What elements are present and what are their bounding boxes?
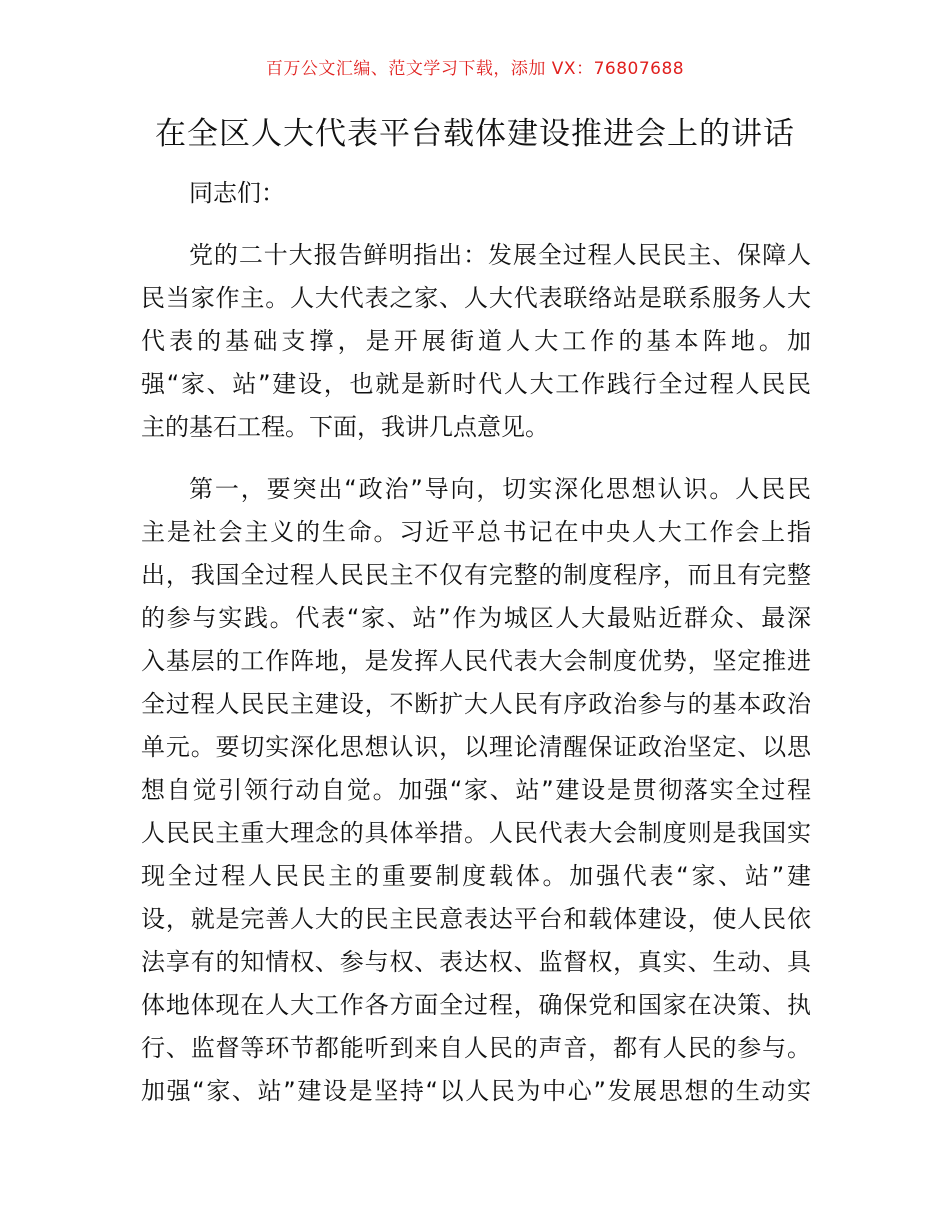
paragraph-2-line: 出，我国全过程人民民主不仅有完整的制度程序，而且有完整 — [141, 561, 811, 589]
paragraph-1-line: 民当家作主。人大代表之家、人大代表联络站是联系服务人大 — [141, 284, 811, 312]
paragraph-2-line: 入基层的工作阵地，是发挥人民代表大会制度优势，坚定推进 — [141, 647, 811, 675]
paragraph-2-line: 想自觉引领行动自觉。加强“家、站”建设是贯彻落实全过程 — [141, 776, 811, 804]
paragraph-2-line: 法享有的知情权、参与权、表达权、监督权，真实、生动、具 — [141, 948, 811, 976]
paragraph-2-line: 设，就是完善人大的民主民意表达平台和载体建设，使人民依 — [141, 905, 811, 933]
document-body — [141, 172, 811, 1113]
paragraph-1-line: 代表的基础支撑，是开展街道人大工作的基本阵地。加 — [141, 327, 811, 355]
paragraph-2-line: 人民民主重大理念的具体举措。人民代表大会制度则是我国实 — [141, 819, 811, 847]
salutation-line: 同志们： — [189, 179, 285, 207]
paragraph-2-line: 行、监督等环节都能听到来自人民的声音，都有人民的参与。 — [141, 1034, 811, 1062]
header-banner: 百万公文汇编、范文学习下载，添加 VX：76807688 — [265, 59, 685, 79]
paragraph-2-line: 主是社会主义的生命。习近平总书记在中央人大工作会上指 — [141, 518, 811, 546]
paragraph-2-line: 体地体现在人大工作各方面全过程，确保党和国家在决策、执 — [141, 991, 811, 1019]
paragraph-2-line: 第一，要突出“政治”导向，切实深化思想认识。人民民 — [189, 475, 811, 503]
document-title: 在全区人大代表平台载体建设推进会上的讲话 — [155, 116, 795, 152]
paragraph-2-line: 单元。要切实深化思想认识，以理论清醒保证政治坚定、以思 — [141, 733, 811, 761]
paragraph-2-line: 的参与实践。代表“家、站”作为城区人大最贴近群众、最深 — [141, 604, 811, 632]
paragraph-1-line: 党的二十大报告鲜明指出：发展全过程人民民主、保障人 — [189, 241, 811, 269]
paragraph-2-line: 全过程人民民主建设，不断扩大人民有序政治参与的基本政治 — [141, 690, 811, 718]
paragraph-2-line: 现全过程人民民主的重要制度载体。加强代表“家、站”建 — [141, 862, 811, 890]
paragraph-2-line: 加强“家、站”建设是坚持“以人民为中心”发展思想的生动实 — [141, 1077, 811, 1105]
paragraph-1-line: 强“家、站”建设，也就是新时代人大工作践行全过程人民民 — [141, 370, 811, 398]
paragraph-1-line: 主的基石工程。下面，我讲几点意见。 — [141, 413, 549, 441]
